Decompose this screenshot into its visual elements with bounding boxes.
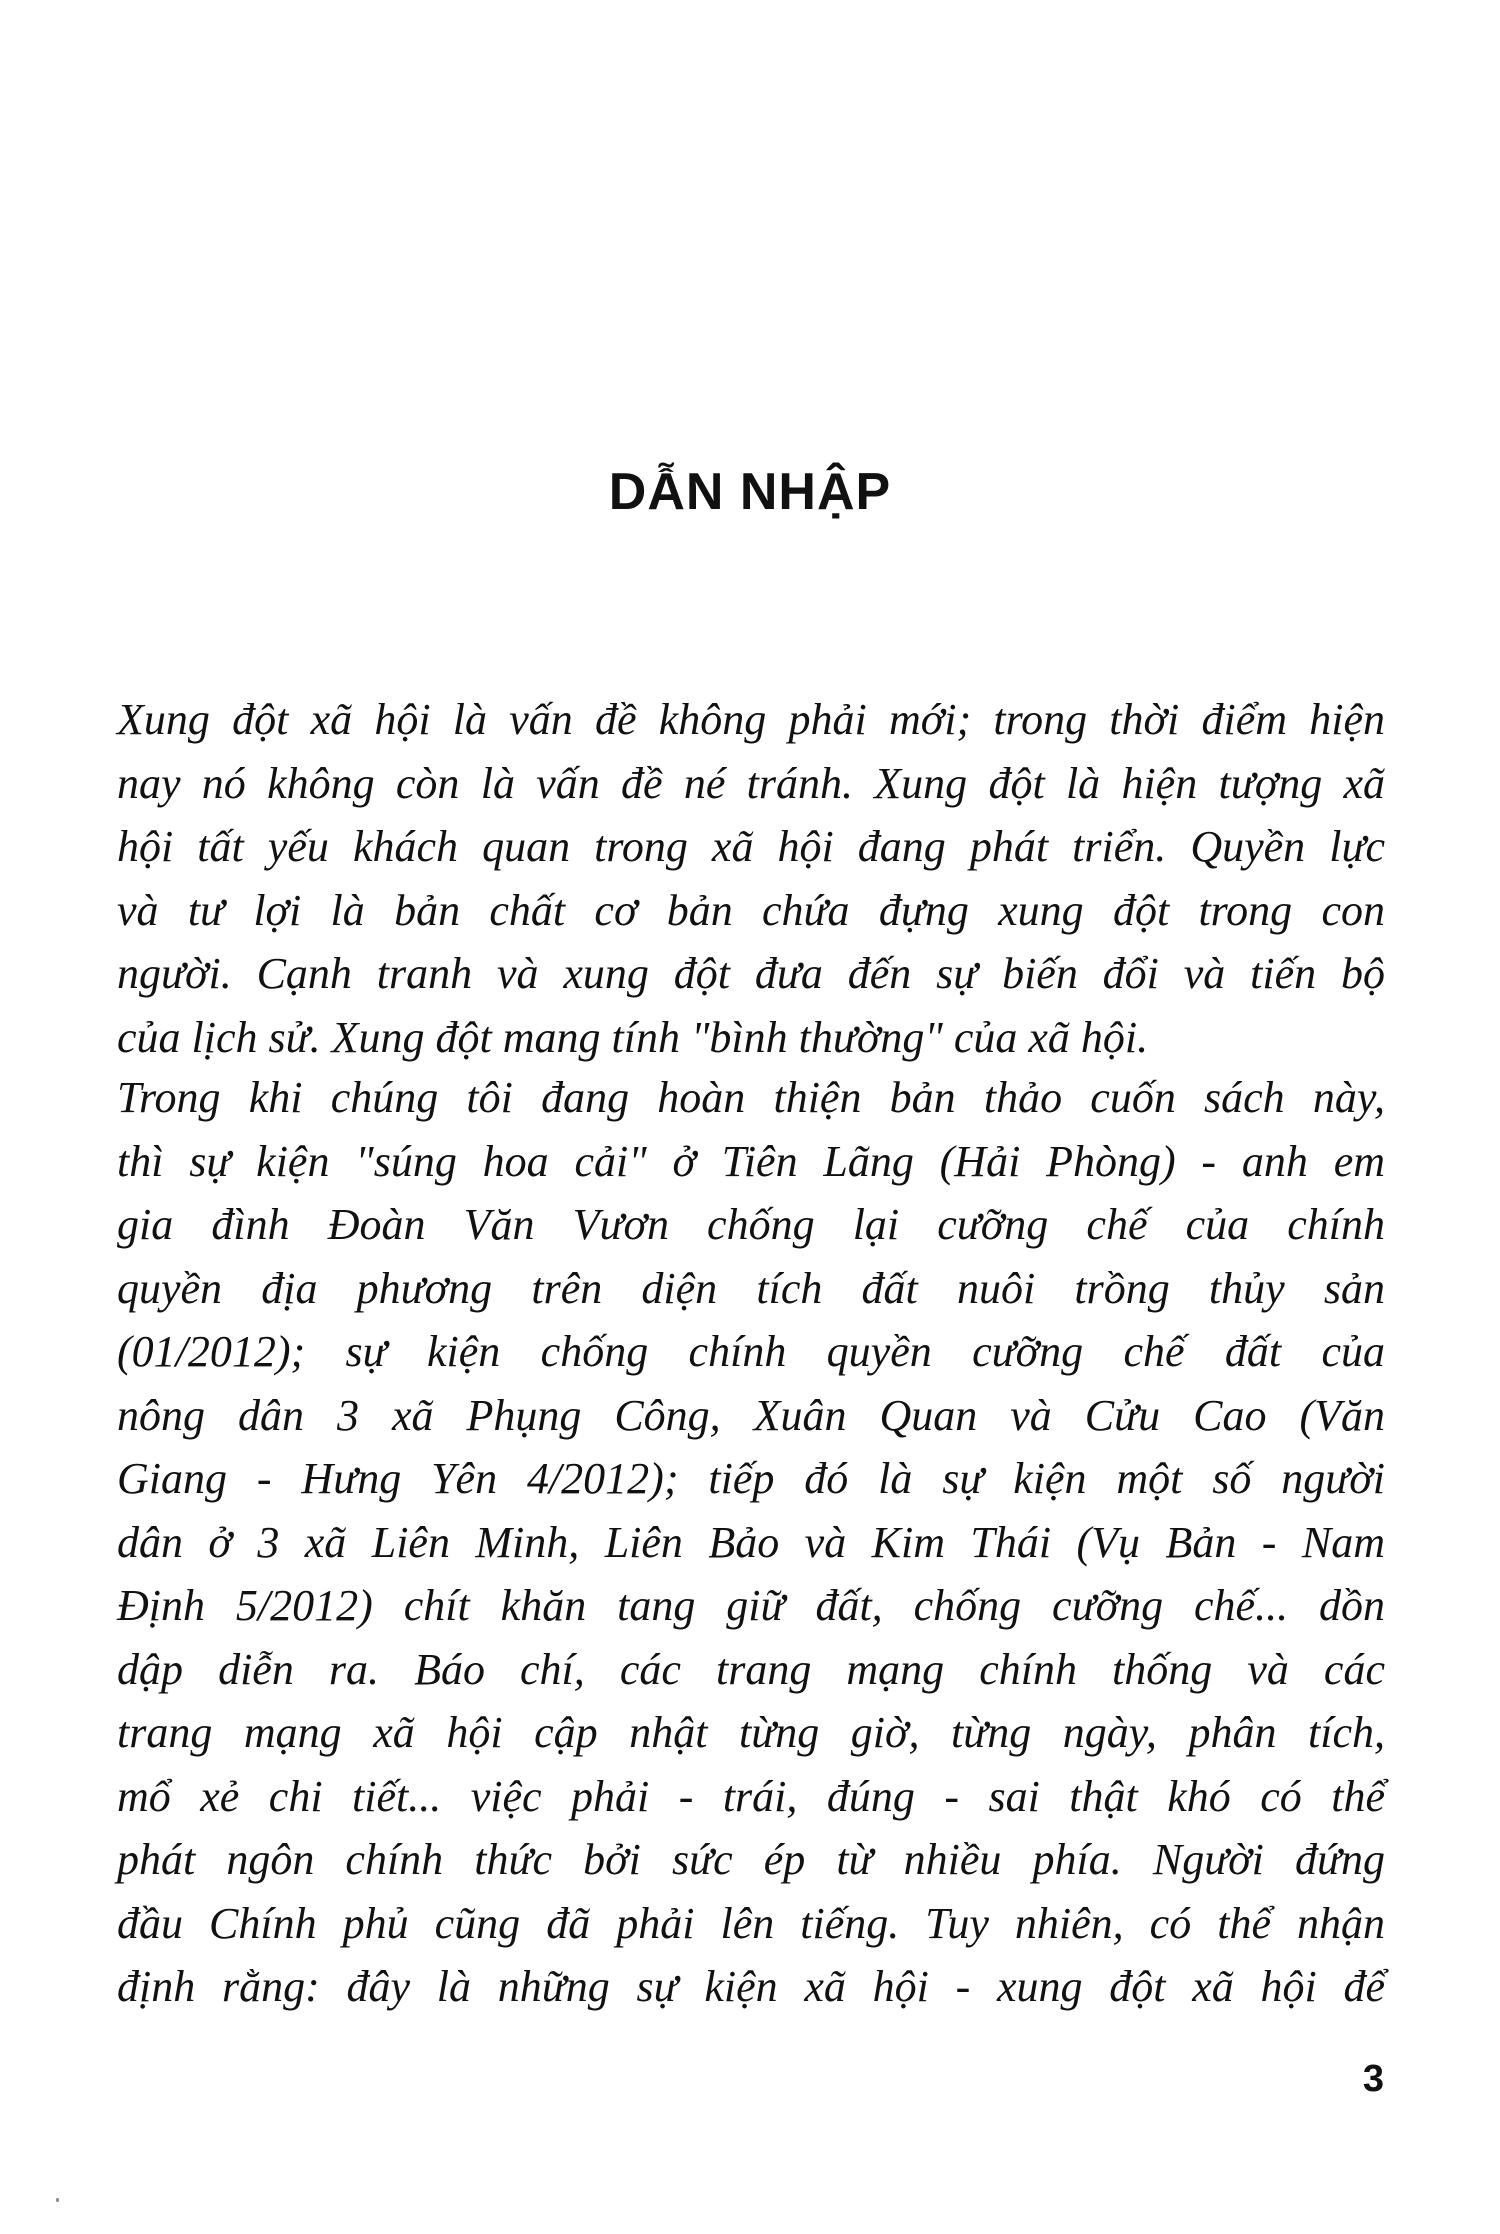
text-line: và tư lợi là bản chất cơ bản chứa đựng xung đột trong con [117,885,1385,935]
text-line: định rằng: đây là những sự kiện xã hội - xung đột xã hội để [117,1962,1385,2011]
text-line: Giang - Hưng Yên 4/2012); tiếp đó là sự kiện một số người [117,1454,1385,1503]
text-line: phát ngôn chính thức bởi sức ép từ nhiều phía. Người đứng [117,1835,1385,1884]
text-line: nông dân 3 xã Phụng Công, Xuân Quan và Cửu Cao (Văn [117,1390,1385,1440]
text-line: Định 5/2012) chít khăn tang giữ đất, chống cưỡng chế... dồn [117,1581,1385,1630]
page-number: 3 [1362,2058,1384,2100]
text-line: quyền địa phương trên diện tích đất nuôi trồng thủy sản [117,1263,1385,1313]
text-line: gia đình Đoàn Văn Vươn chống lại cưỡng chế của chính [117,1200,1385,1249]
text-line: dân ở 3 xã Liên Minh, Liên Bảo và Kim Thái (Vụ Bản - Nam [117,1517,1385,1567]
text-line: (01/2012); sự kiện chống chính quyền cưỡng chế đất của [117,1327,1385,1376]
text-line: nay nó không còn là vấn đề né tránh. Xung đột là hiện tượng xã [117,758,1385,808]
text-line: Xung đột xã hội là vấn đề không phải mới; trong thời điểm hiện [117,695,1385,744]
text-line: người. Cạnh tranh và xung đột đưa đến sự biến đổi và tiến bộ [117,949,1385,998]
text-line: thì sự kiện "súng hoa cải" ở Tiên Lãng (Hải Phòng) - anh em [117,1136,1385,1186]
text-line: mổ xẻ chi tiết... việc phải - trái, đúng - sai thật khó có thể [117,1771,1385,1821]
text-line: Trong khi chúng tôi đang hoàn thiện bản thảo cuốn sách này, [117,1073,1385,1122]
paragraph-1 [117,688,1385,1069]
text-line: trang mạng xã hội cập nhật từng giờ, từng ngày, phân tích, [117,1708,1385,1757]
text-line: đầu Chính phủ cũng đã phải lên tiếng. Tuy nhiên, có thể nhận [117,1898,1385,1948]
chapter-title: DẪN NHẬP [608,463,892,521]
scan-speck [56,2198,59,2202]
text-line: của lịch sử. Xung đột mang tính "bình thường" của xã hội. [117,1012,1149,1062]
text-line: dập diễn ra. Báo chí, các trang mạng chính thống và các [117,1644,1385,1694]
paragraph-2 [117,1066,1385,2019]
text-line: hội tất yếu khách quan trong xã hội đang phát triển. Quyền lực [117,822,1385,871]
